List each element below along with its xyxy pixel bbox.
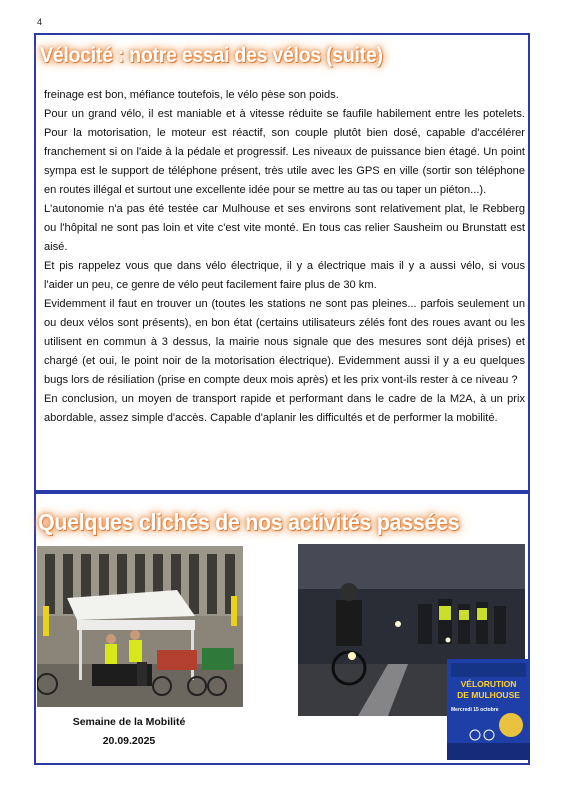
article-paragraph: Et pis rappelez vous que dans vélo électrique, il y a électrique mais il y a aussi vélo, si vous l'aider un peu, ce genre de vélo peut facilement faire plus de 30 km. xyxy=(44,260,525,291)
article-paragraph: Pour un grand vélo, il est maniable et à vitesse réduite se faufile habilement entre les potelets. Pour la motorisation, le moteur est réactif, son couple plutôt bien dosé, capable d'accélérer franchement si on l'aide à la pédale et progressif. Les niveaux de puissance bien étagé. Un point sympa est le support de téléphone présent, très utile avec les GPS en ville (sortir son téléphone en routes illégal et surtout une excellente idée pour se mettre au tas ou taper un piéton...). xyxy=(44,108,525,196)
poster-date: Mercredi 15 octobre xyxy=(451,707,499,713)
poster-title-line2: DE MULHOUSE xyxy=(457,690,520,700)
article-paragraph: En conclusion, un moyen de transport rapide et performant dans le cadre de la M2A, à un prix abordable, assez simple d'accès. Capable d'aplanir les difficultés et de performer la mobilité. xyxy=(44,393,525,424)
article-title: Vélocité : notre essai des vélos (suite) xyxy=(40,44,383,67)
poster-title-line1: VÉLORUTION xyxy=(460,679,517,689)
velorution-poster xyxy=(447,659,530,760)
page-number: 4 xyxy=(37,17,43,27)
photo-caption-date: 20.09.2025 xyxy=(102,735,156,747)
article-paragraph: L'autonomie n'a pas été testée car Mulhouse et ses environs sont relativement plat, le Rebberg ou l'hôpital ne sont pas loin et vite c'est vite monté. En tous cas relier Sausheim ou Brunstatt est aisé. xyxy=(44,203,525,253)
photo-caption-title: Semaine de la Mobilité xyxy=(72,716,186,728)
article-paragraph: Evidemment il faut en trouver un (toutes les stations ne sont pas pleines... parfois seulement un ou deux vélos sont présents), en bon état (certains utilisateurs zélés font des roues avant ou les utilisent en commun à 3 dessus, la mairie nous signale que des mesures sont déjà prises) et chargé (et oui, le point noir de la motorisation électrique). Evidemment aussi il y a eu quelques bugs lors de résiliation (prise en compte deux mois après) et les prix vont-ils rester à ce niveau ? xyxy=(44,298,525,386)
mobility-week-photo-illustration xyxy=(37,546,243,707)
article-paragraph: freinage est bon, méfiance toutefois, le vélo pèse son poids. xyxy=(44,89,339,101)
mobility-week-photo xyxy=(37,546,243,707)
gallery-title: Quelques clichés de nos activités passées xyxy=(38,509,460,535)
article-body xyxy=(44,86,525,428)
